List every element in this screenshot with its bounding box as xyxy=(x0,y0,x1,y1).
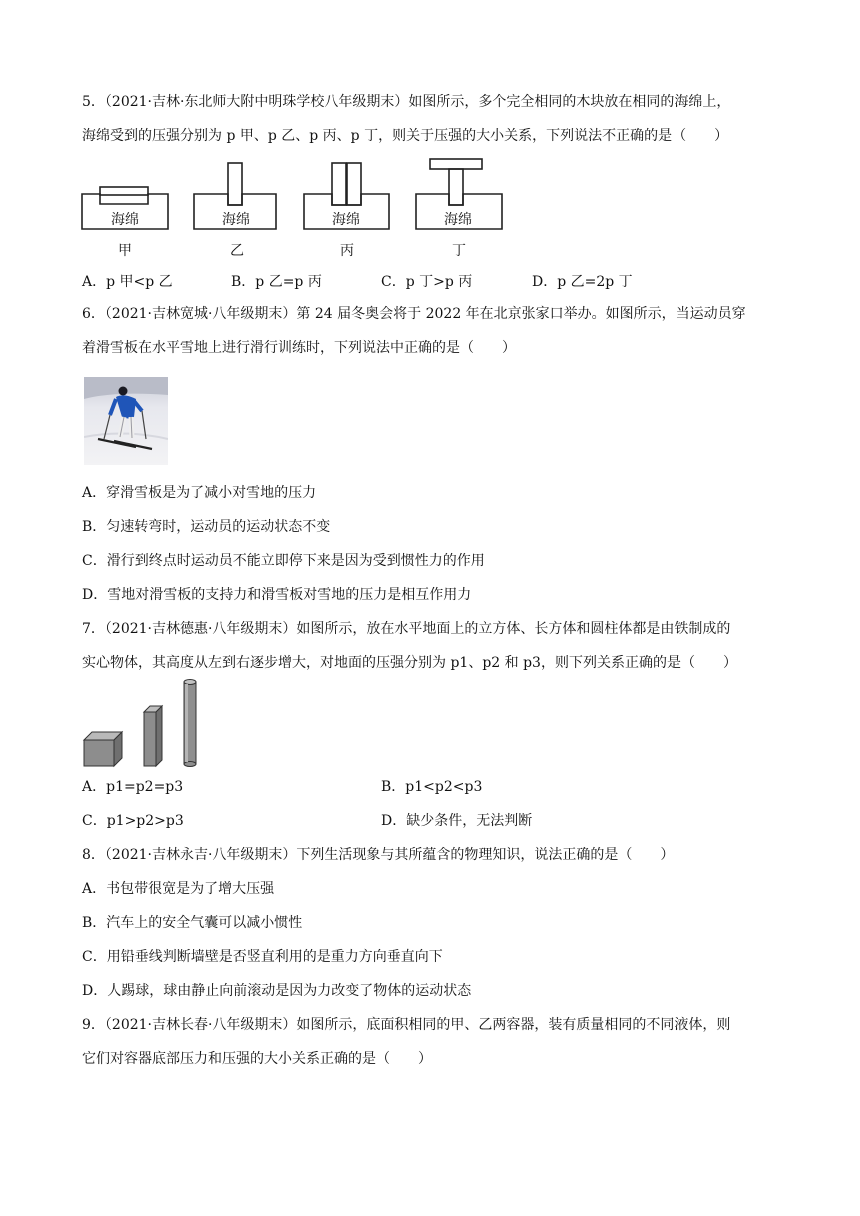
cylinder-top xyxy=(184,680,196,685)
q5-option-d[interactable]: D．p 乙=2p 丁 xyxy=(532,274,633,290)
q5-line2: 海绵受到的压强分别为 p 甲、p 乙、p 丙、p 丁，则关于压强的大小关系，下列说法不正确的是（ ） xyxy=(82,128,729,144)
cylinder-bottom xyxy=(184,762,196,767)
q7-line1: 7．（2021·吉林德惠·八年级期末）如图所示，放在水平地面上的立方体、长方体和圆柱体都是由铁制成的 xyxy=(82,621,731,637)
q7-option-a[interactable]: A．p1=p2=p3 xyxy=(82,779,184,795)
q9-line1: 9．（2021·吉林长春·八年级期末）如图所示，底面积相同的甲、乙两容器，装有质量相同的不同液体，则 xyxy=(82,1017,731,1033)
q8-option-d[interactable]: D．人踢球，球由静止向前滚动是因为力改变了物体的运动状态 xyxy=(82,983,472,999)
skier-photo xyxy=(84,377,168,465)
q6-option-b[interactable]: B．匀速转弯时，运动员的运动状态不变 xyxy=(82,519,331,535)
cube-front xyxy=(84,740,114,766)
q7-line2: 实心物体，其高度从左到右逐步增大，对地面的压强分别为 p1、p2 和 p3，则下列关系正确的是（ ） xyxy=(82,655,737,671)
q5-line1: 5．（2021·吉林·东北师大附中明珠学校八年级期末）如图所示，多个完全相同的木块放在相同的海绵上， xyxy=(82,94,731,110)
cuboid-side xyxy=(156,706,162,766)
sponge-label-jia: 海绵 xyxy=(111,212,139,228)
block-ding-top xyxy=(430,159,482,169)
sponge-label-ding: 海绵 xyxy=(444,212,472,228)
sponge-label-bing: 海绵 xyxy=(332,212,360,228)
block-bing-2 xyxy=(347,163,361,205)
q6-option-a[interactable]: A．穿滑雪板是为了减小对雪地的压力 xyxy=(82,485,317,501)
fig-label-ding: 丁 xyxy=(452,243,466,259)
q7-option-b[interactable]: B．p1<p2<p3 xyxy=(381,779,483,795)
cuboid-front xyxy=(144,712,156,766)
q6-option-d[interactable]: D．雪地对滑雪板的支持力和滑雪板对雪地的压力是相互作用力 xyxy=(82,587,472,603)
fig-label-jia: 甲 xyxy=(118,243,132,259)
fig-label-bing: 丙 xyxy=(340,243,354,259)
fig-label-yi: 乙 xyxy=(230,243,244,259)
q6-option-c[interactable]: C．滑行到终点时运动员不能立即停下来是因为受到惯性力的作用 xyxy=(82,553,485,569)
sponge-label-yi: 海绵 xyxy=(222,212,250,228)
block-yi xyxy=(228,163,242,205)
q5-option-a[interactable]: A．p 甲<p 乙 xyxy=(82,274,173,290)
q7-option-c[interactable]: C．p1>p2>p3 xyxy=(82,813,184,829)
q8-option-b[interactable]: B．汽车上的安全气囊可以减小惯性 xyxy=(82,915,303,931)
q6-line2: 着滑雪板在水平雪地上进行滑行训练时，下列说法中正确的是（ ） xyxy=(82,340,516,356)
q8-option-a[interactable]: A．书包带很宽是为了增大压强 xyxy=(82,881,275,897)
q8-option-c[interactable]: C．用铅垂线判断墙壁是否竖直利用的是重力方向垂直向下 xyxy=(82,949,443,965)
block-ding-stem xyxy=(449,169,463,205)
q5-option-b[interactable]: B．p 乙=p 丙 xyxy=(231,274,322,290)
block-jia xyxy=(100,187,148,195)
q8-line1: 8．（2021·吉林永吉·八年级期末）下列生活现象与其所蕴含的物理知识，说法正确的是（ ） xyxy=(82,847,675,863)
q6-line1: 6．（2021·吉林宽城·八年级期末）第 24 届冬奥会将于 2022 年在北京张家口举办。如图所示，当运动员穿 xyxy=(82,306,746,322)
block-bing-1 xyxy=(332,163,346,205)
iron-solids-figure xyxy=(82,676,212,768)
q5-option-c[interactable]: C．p 丁>p 丙 xyxy=(381,274,473,290)
q7-option-d[interactable]: D．缺少条件，无法判断 xyxy=(381,813,533,829)
q9-line2: 它们对容器底部压力和压强的大小关系正确的是（ ） xyxy=(82,1051,432,1067)
